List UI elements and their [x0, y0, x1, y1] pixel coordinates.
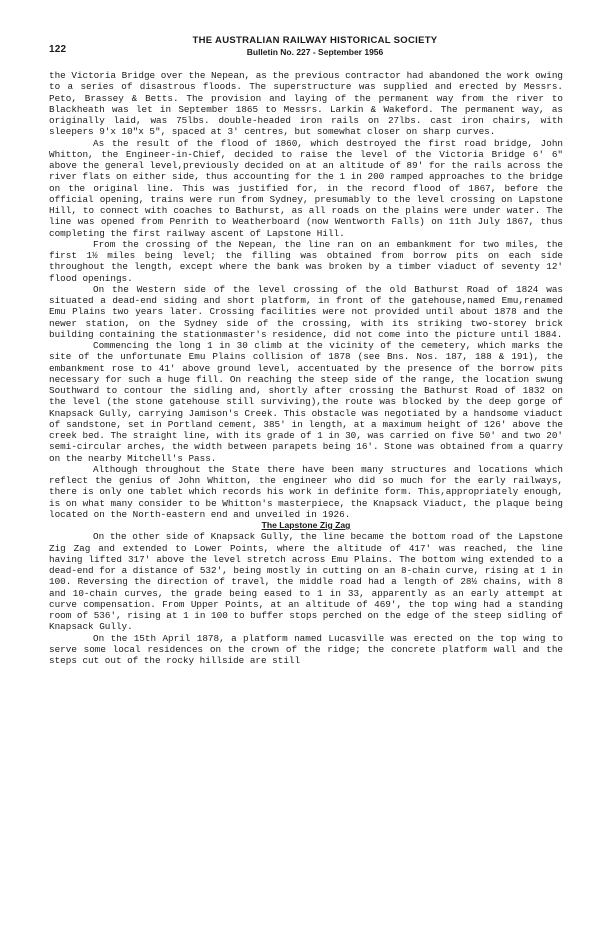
paragraph-victoria-bridge: the Victoria Bridge over the Nepean, as the previous contractor had abandoned the work owing to a series of disastrous floods. The superstructure was supplied and erected by Messrs. Peto, Brassey & Betts. The provision and laying of the permanent way from the river to Blackheath was let in September 1865 to Messrs. Larkin & Wakeford. The permanent way, as originally laid, was 75lbs. double-headed iron rails on 27lbs. cast iron chairs, with sleepers 9'x 10"x 5", spaced at 3' centres, but somewhat closer on sharp curves.: [49, 70, 563, 138]
page-header: [130, 35, 500, 58]
page-number: 122: [49, 44, 67, 55]
bulletin-issue: Bulletin No. 227 - September 1956: [246, 47, 384, 57]
paragraph-emu-plains: On the Western side of the level crossing of the old Bathurst Road of 1824 was situated a dead-end siding and short platform, in front of the gatehouse,named Emu,renamed Emu Plains two years later. Crossing facilities were not provided until about 1878 and the newer station, on the Sydney side of the crossing, with its striking two-storey brick building containing the stationmaster's residence, did not come into the picture until 1884.: [49, 283, 563, 340]
society-title: THE AUSTRALIAN RAILWAY HISTORICAL SOCIETY: [192, 35, 438, 46]
paragraph-flood-1860: As the result of the flood of 1860, which destroyed the first road bridge, John Whitton, the Engineer-in-Chief, decided to raise the level of the Victoria Bridge 6' 6" above the general level,previously decided on at an altitude of 89' for the rails across the river flats on either side, thus accounting for the 1 in 200 ramped approaches to the bridge on the original line. This was justified for, in the record flood of 1867, before the official opening, trains were run from Sydney, presumably to the level crossing on Lapstone Hill, to connect with coaches to Bathurst, as all roads on the plains were under water. The line was opened from Penrith to Weatherboard (now Wentworth Falls) on 11th July 1867, thus completing the first railway ascent of Lapstone Hill.: [49, 137, 563, 239]
paragraph-zig-zag: On the other side of Knapsack Gully, the line became the bottom road of the Lapstone Zig Zag and extended to Lower Points, where the altitude of 417' was reached, the line having lifted 317' above the level stretch across Emu Plains. The bottom wing extended to a dead-end for a distance of 532', being mostly in cutting on an 8-chain curve, rising at 1 in 100. Reversing the direction of travel, the middle road had a length of 28½ chains, with 8 and 10-chain curves, the grade being eased to 1 in 33, apparently as an early attempt at curve compensation. From Upper Points, at an altitude of 469', the top wing had a standing room of 536', rising at 1 in 100 to buffer stops perched on the edge of the steep sidling of Knapsack Gully.: [49, 531, 563, 633]
paragraph-nepean-embankment: From the crossing of the Nepean, the line ran on an embankment for two miles, the first 1½ miles being level; the filling was obtained from borrow pits on each side throughout the length, except where the bank was broken by a timber viaduct of seventy 12' flood openings.: [49, 238, 563, 284]
paragraph-knapsack-viaduct: Commencing the long 1 in 30 climb at the vicinity of the cemetery, which marks the site of the unfortunate Emu Plains collision of 1878 (see Bns. Nos. 187, 188 & 191), the embankment rose to 41' above ground level, accentuated by the presence of the borrow pits necessary for such a huge fill. On reaching the steep side of the range, the location swung Southward to contour the sidling and, shortly after crossing the Bathurst Road of 1832 on the level (the stone gatehouse still surviving),the route was blocked by the deep gorge of Knapsack Gully, carrying Jamison's Creek. This obstacle was negotiated by a handsome viaduct of sandstone, set in Portland cement, 385' in length, at a maximum height of 126' above the creek bed. The straight line, with its grade of 1 in 30, was carried on five 50' and two 20' semi-circular arches, the width between parapets being 16'. Stone was obtained from a quarry on the nearby Mitchell's Pass.: [49, 340, 563, 464]
section-heading-lapstone-zig-zag: The Lapstone Zig Zag: [261, 520, 351, 530]
article-body: [49, 70, 563, 666]
paragraph-whitton-tablet: Although throughout the State there have been many structures and locations which reflect the genius of John Whitton, the engineer who did so much for the early railways, there is only one tablet which records his work in definite form. This,appropriately enough, is on what many consider to be Whitton's masterpiece, the Knapsack Viaduct, the plaque being located on the North-eastern end and unveiled in 1926.: [49, 463, 563, 520]
paragraph-lucasville: On the 15th April 1878, a platform named Lucasville was erected on the top wing to serve some local residences on the crown of the ridge; the concrete platform wall and the steps cut out of the rocky hillside are still: [49, 632, 563, 666]
